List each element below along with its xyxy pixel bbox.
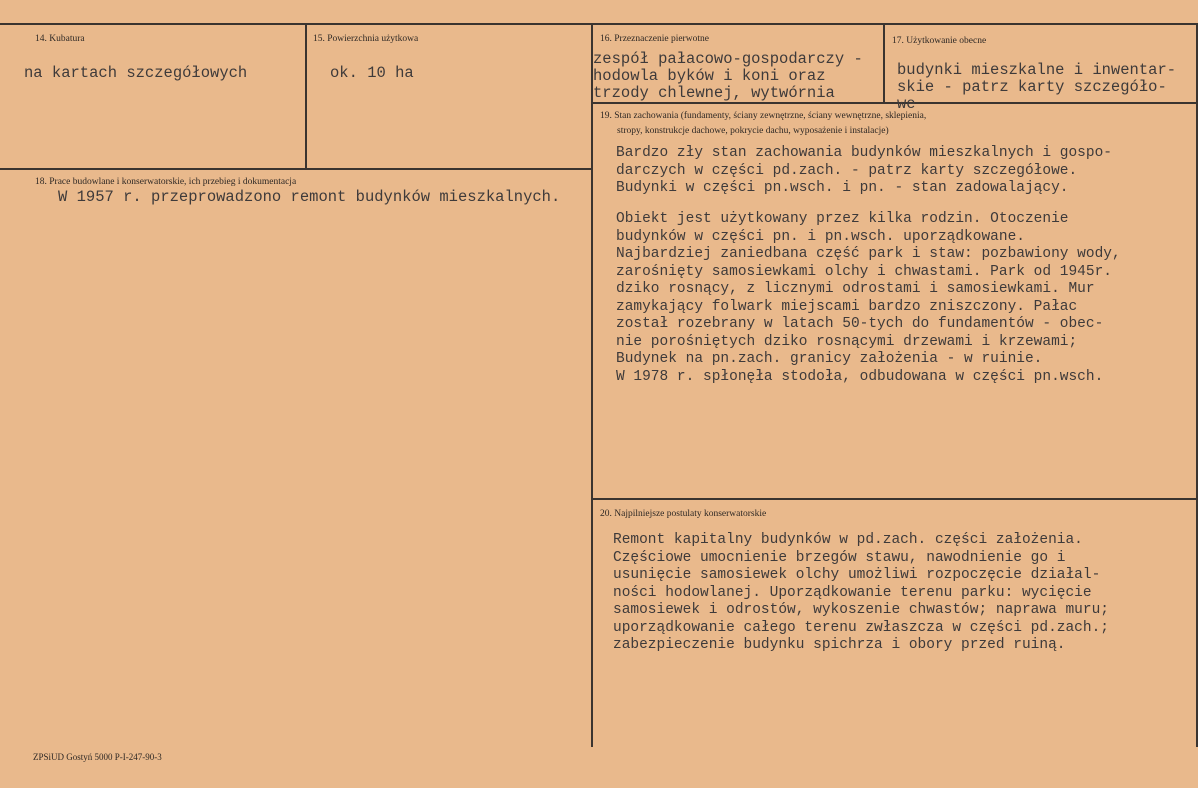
field-19-line: został rozebrany w latach 50-tych do fundamentów - obec-: [616, 316, 1104, 332]
field-20-line: Remont kapitalny budynków w pd.zach. części założenia.: [613, 532, 1083, 548]
field-17-label: 17. Użytkowanie obecne: [892, 36, 987, 46]
divider-top-row-left: [0, 168, 592, 170]
field-17-line: skie - patrz karty szczegóło-: [897, 78, 1167, 97]
field-20-value: [613, 532, 1109, 655]
field-16-value: [593, 51, 863, 103]
divider-19-20: [591, 498, 1198, 500]
field-20-line: uporządkowanie całego terenu zwłaszcza w części pd.zach.;: [613, 619, 1109, 636]
field-19-line: Bardzo zły stan zachowania budynków mieszkalnych i gospo-: [616, 145, 1112, 161]
field-15-value: ok. 10 ha: [330, 64, 414, 82]
field-19-paragraph-2: [616, 211, 1121, 386]
field-19-line: zarośnięty samosiewkami olchy i chwastami. Park od 1945r.: [616, 263, 1112, 280]
field-19-line: Budynki w części pn.wsch. i pn. - stan zadowalający.: [616, 180, 1069, 196]
field-19-line: budynków w części pn. i pn.wsch. uporządkowane.: [616, 228, 1025, 245]
field-19-line: Najbardziej zaniedbana część park i staw: pozbawiony wody,: [616, 246, 1121, 262]
divider-14-15: [305, 23, 307, 168]
field-16-line: hodowla byków i koni oraz: [593, 67, 826, 86]
print-footer: ZPSiUD Gostyń 5000 P-I-247-90-3: [33, 752, 162, 762]
field-20-line: samosiewek i odrostów, wykoszenie chwastów; naprawa muru;: [613, 602, 1109, 618]
field-19-line: Obiekt jest użytkowany przez kilka rodzin. Otoczenie: [616, 211, 1069, 227]
field-16-line: trzody chlewnej, wytwórnia: [593, 84, 835, 103]
divider-16-17: [883, 23, 885, 102]
field-14-value: na kartach szczegółowych: [24, 64, 248, 82]
field-19-line: zamykający folwark miejscami bardzo zniszczony. Pałac: [616, 298, 1078, 315]
right-edge-border: [1196, 23, 1198, 747]
field-17-value: [897, 62, 1176, 114]
field-19-label: 19. Stan zachowania (fundamenty, ściany zewnętrzne, ściany wewnętrzne, sklepienia,: [600, 111, 927, 121]
field-19-label-continued: stropy, konstrukcje dachowe, pokrycie dachu, wyposażenie i instalacje): [617, 126, 889, 136]
field-19-line: W 1978 r. spłonęła stodoła, odbudowana w części pn.wsch.: [616, 368, 1104, 385]
field-17-line: budynki mieszkalne i inwentar-: [897, 61, 1177, 79]
field-20-line: usunięcie samosiewek olchy umożliwi rozpoczęcie działal-: [613, 567, 1101, 583]
field-19-line: Budynek na pn.zach. granicy założenia - w ruinie.: [616, 351, 1043, 367]
field-19-line: nie porośniętych dziko rosnącymi drzewami i krzewami;: [616, 333, 1078, 350]
field-18-label: 18. Prace budowlane i konserwatorskie, ich przebieg i dokumentacja: [35, 177, 297, 187]
field-20-line: ności hodowlanej. Uporządkowanie terenu parku: wycięcie: [613, 584, 1092, 601]
field-19-line: darczych w części pd.zach. - patrz karty szczegółowe.: [616, 162, 1078, 179]
field-15-label: 15. Powierzchnia użytkowa: [313, 34, 419, 44]
field-20-line: Częściowe umocnienie brzegów stawu, nawodnienie go i: [613, 549, 1066, 566]
field-19-paragraph-1: [616, 145, 1112, 198]
field-20-line: zabezpieczenie budynku spichrza i obory przed ruiną.: [613, 637, 1066, 653]
field-19-line: dziko rosnący, z licznymi odrostami i samosiewkami. Mur: [616, 281, 1095, 297]
main-vertical-divider: [591, 23, 593, 747]
field-18-value: W 1957 r. przeprowadzono remont budynków mieszkalnych.: [58, 188, 561, 206]
field-16-line: zespół pałacowo-gospodarczy -: [593, 50, 863, 68]
field-17-line: we: [897, 95, 916, 114]
field-20-label: 20. Najpilniejsze postulaty konserwatorskie: [600, 509, 767, 519]
field-16-label: 16. Przeznaczenie pierwotne: [600, 34, 709, 44]
field-14-label: 14. Kubatura: [35, 34, 85, 44]
top-border: [0, 23, 1198, 25]
